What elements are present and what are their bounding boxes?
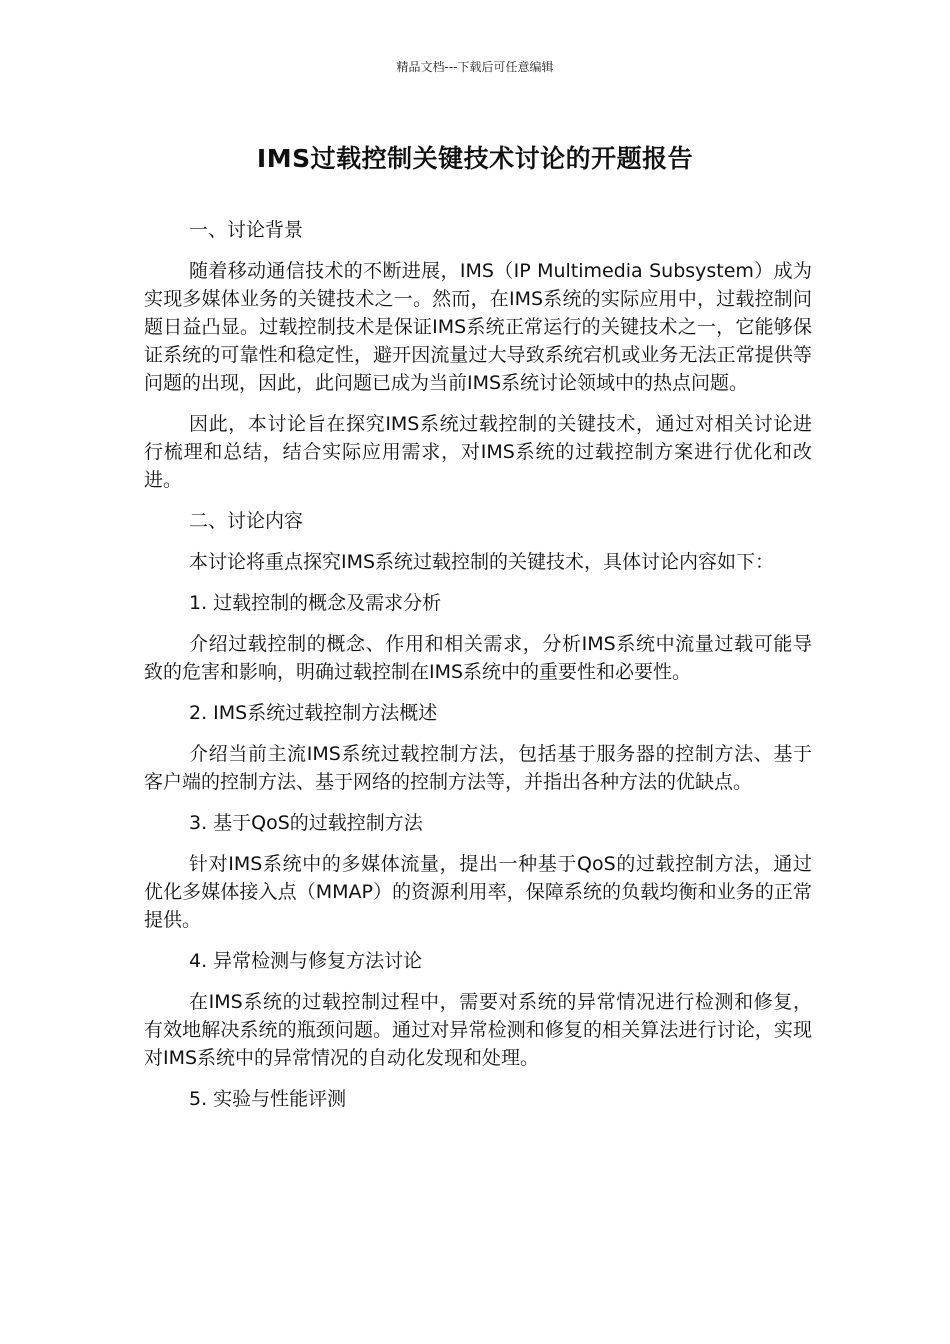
paragraph-background-2: 因此，本讨论旨在探究IMS系统过载控制的关键技术，通过对相关讨论进行梳理和总结，结合实际应用需求，对IMS系统的过载控制方案进行优化和改进。 (144, 413, 812, 491)
item-heading-4: 4. 异常检测与修复方法讨论 (189, 950, 423, 972)
item-heading-1: 1. 过载控制的概念及需求分析 (189, 592, 442, 614)
section-heading-background: 一、讨论背景 (189, 219, 304, 241)
paragraph-background-1: 随着移动通信技术的不断进展，IMS（IP Multimedia Subsystem）成为实现多媒体业务的关键技术之一。然而，在IMS系统的实际应用中，过载控制问题日益凸显。过载控制技术是保证IMS系统正常运行的关键技术之一，它能够保证系统的可靠性和稳定性，避开因流量过大导致系统宕机或业务无法正常提供等问题的出现，因此，此问题已成为当前IMS系统讨论领域中的热点问题。 (144, 260, 812, 394)
section-heading-content: 二、讨论内容 (189, 510, 304, 532)
item-body-1: 介绍过载控制的概念、作用和相关需求，分析IMS系统中流量过载可能导致的危害和影响，明确过载控制在IMS系统中的重要性和必要性。 (144, 633, 812, 683)
item-heading-2: 2. IMS系统过载控制方法概述 (189, 702, 438, 724)
item-body-4: 在IMS系统的过载控制过程中，需要对系统的异常情况进行检测和修复，有效地解决系统的瓶颈问题。通过对异常检测和修复的相关算法进行讨论，实现对IMS系统中的异常情况的自动化发现和处理。 (144, 991, 812, 1069)
item-heading-3: 3. 基于QoS的过载控制方法 (189, 812, 423, 834)
item-body-3: 针对IMS系统中的多媒体流量，提出一种基于QoS的过载控制方法，通过优化多媒体接入点（MMAP）的资源利用率，保障系统的负载均衡和业务的正常提供。 (144, 853, 812, 931)
header-note: 精品文档---下载后可任意编辑 (396, 60, 554, 74)
item-body-2: 介绍当前主流IMS系统过载控制方法，包括基于服务器的控制方法、基于客户端的控制方法、基于网络的控制方法等，并指出各种方法的优缺点。 (144, 743, 812, 793)
item-heading-5: 5. 实验与性能评测 (189, 1088, 347, 1110)
document-body (144, 216, 812, 1126)
page-title: IMS过载控制关键技术讨论的开题报告 (256, 144, 694, 173)
paragraph-content-intro: 本讨论将重点探究IMS系统过载控制的关键技术，具体讨论内容如下： (189, 551, 775, 573)
